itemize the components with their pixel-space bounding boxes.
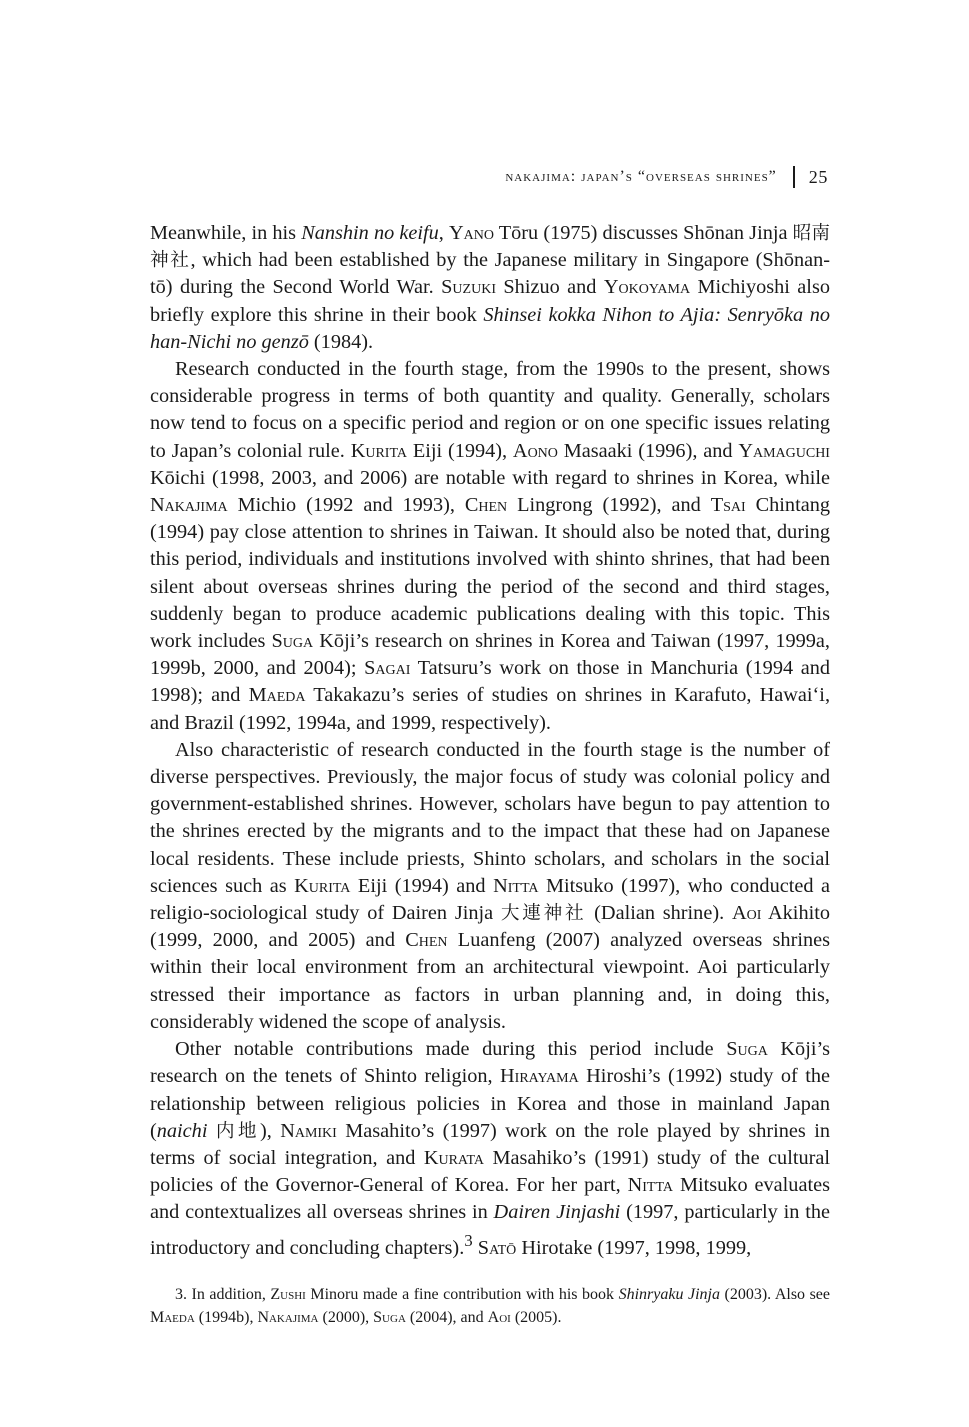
text-run: Masahiko’s (1991) study of the cultural policies of the Governor-General of Korea. For her part, <box>150 1146 830 1197</box>
text-run: Minoru made a fine contribution with his book <box>305 1286 619 1303</box>
italic-text: Shinryaku Jinja <box>618 1286 720 1303</box>
author-surname: Sagai <box>364 657 411 680</box>
text-run: Shizuo and <box>495 276 604 299</box>
author-surname: Nakajima <box>257 1308 319 1326</box>
paragraph-p2 <box>150 356 830 737</box>
text-run: , <box>438 222 450 244</box>
text-run: Masahito’s (1997) work on the role played by shrines in terms of social integration, and <box>150 1119 830 1169</box>
author-surname: Kurita <box>294 874 351 897</box>
running-head-title: nakajima: japan’s “overseas shrines” <box>505 168 777 185</box>
running-head <box>505 166 828 188</box>
author-surname: Kurita <box>350 439 408 462</box>
text-run: Mitsuko evaluates and contextualizes all overseas shrines in <box>150 1174 830 1224</box>
italic-text: Dairen Jinjashi <box>493 1201 621 1224</box>
author-surname: Nakajima <box>150 494 228 517</box>
italic-text: Shinsei kokka Nihon to Ajia: Senryōka no han-Nichi no genzō <box>150 303 830 353</box>
text-run: Masaaki (1996), and <box>557 439 739 462</box>
author-surname: Aono <box>512 439 558 462</box>
author-surname: Yano <box>449 222 494 244</box>
text-run: (2000), <box>318 1308 374 1326</box>
author-surname: Suga <box>271 630 314 653</box>
text-run: ), <box>259 1119 281 1142</box>
paragraph-p3 <box>150 737 830 1036</box>
author-surname: Aoi <box>487 1308 511 1326</box>
text-run: , which had been established by the Japanese military in Singapore (Shōnan-tō) during the Second World War. <box>150 249 831 299</box>
text-run <box>207 1120 215 1142</box>
text-run: Eiji (1994), <box>407 439 513 462</box>
author-surname: Satō <box>477 1236 517 1259</box>
text-run: (2003). Also see <box>719 1286 831 1303</box>
text-run: Eiji (1994) and <box>350 874 494 897</box>
text-run: Kōichi (1998, 2003, and 2006) are notable with regard to shrines in Korea, while <box>150 466 830 489</box>
text-run: (2004), and <box>405 1308 488 1326</box>
footnote-marker: 3 <box>464 1230 473 1250</box>
page-number: 25 <box>808 166 828 187</box>
paragraph-p1 <box>150 220 830 356</box>
italic-text: naichi <box>156 1119 208 1142</box>
text-run: Also characteristic of research conducted in the fourth stage is the number of diverse perspectives. Previously, the major focus of study was colonial policy and government-established shrines. However, scholars have begun to pay attention to the shrines erected by the migrants and to the impact that these had on Japanese local residents. These include priests, Shinto scholars, and scholars in the social sciences such as <box>150 738 830 897</box>
text-run: Chintang (1994) pay close attention to shrines in Taiwan. It should also be noted that, during this period, individuals and institutions involved with shinto shrines, that had been silent about overseas shrines during the period of the second and third stages, suddenly began to produce academic publications dealing with this topic. This work includes <box>150 494 830 653</box>
text-run: (1997, particularly in the introductory and concluding chapters). <box>150 1201 830 1259</box>
text-run: Tatsuru’s work on those in Manchuria (1994 and 1998); and <box>150 657 831 707</box>
text-run: Hirotake (1997, 1998, 1999, <box>516 1236 752 1259</box>
text-run: Michio (1992 and 1993), <box>227 494 465 517</box>
text-run: Luanfeng (2007) analyzed overseas shrines within their local environment from an architectural viewpoint. Aoi particularly stressed their importance as factors in urban planning and, in doing this, considerably widened the scope of analysis. <box>150 929 830 1033</box>
author-surname: Namiki <box>280 1119 337 1142</box>
author-surname: Chen <box>405 929 448 952</box>
author-surname: Chen <box>464 494 508 517</box>
author-surname: Aoi <box>731 902 762 925</box>
author-surname: Tsai <box>710 494 746 517</box>
text-run: Takakazu’s series of studies on shrines in Karafuto, Hawai‘i, and Brazil (1992, 1994a, and 1999, respectively). <box>150 684 831 734</box>
text-run: Meanwhile, in his <box>150 222 302 244</box>
japanese-characters: 昭南神社 <box>150 223 831 272</box>
text-run: Michiyoshi also briefly explore this shrine in their book <box>150 276 830 326</box>
text-run: Akihito (1999, 2000, and 2005) and <box>150 902 830 952</box>
author-surname: Hirayama <box>500 1065 579 1088</box>
author-surname: Kurata <box>423 1146 485 1169</box>
author-surname: Yamaguchi <box>738 439 830 462</box>
italic-text: Nanshin no keifu <box>301 222 439 244</box>
text-run: Other notable contributions made during this period include <box>175 1038 727 1061</box>
text-run: Kōji’s research on shrines in Korea and Taiwan (1997, 1999a, 1999b, 2000, and 2004); <box>150 630 830 680</box>
author-surname: Suzuki <box>441 276 496 299</box>
author-surname: Nitta <box>493 874 539 897</box>
author-surname: Suga <box>726 1038 768 1061</box>
text-run: (2005). <box>510 1308 562 1326</box>
author-surname: Nitta <box>627 1174 674 1197</box>
text-run: Lingrong (1992), and <box>507 494 711 517</box>
japanese-characters: 大連神社 <box>500 903 587 925</box>
author-surname: Zushi <box>270 1286 306 1303</box>
text-run: Hiroshi’s (1992) study of the relationship between religious policies in Korea and those in mainland Japan ( <box>150 1065 830 1142</box>
text-run: (Dalian shrine). <box>586 902 732 925</box>
author-surname: Yokoyama <box>603 276 691 299</box>
text-run: Mitsuko (1997), who conducted a religio-sociological study of Dairen Jinja <box>150 874 830 925</box>
text-run: Tōru (1975) discusses Shōnan Jinja <box>494 222 793 244</box>
author-surname: Suga <box>373 1308 406 1326</box>
author-surname: Maeda <box>248 684 306 707</box>
body-text <box>150 220 830 1261</box>
running-head-separator <box>793 166 795 188</box>
text-run: Kōji’s research on the tenets of Shinto religion, <box>150 1038 830 1088</box>
footnote <box>150 1284 830 1329</box>
text-run: 3. In addition, <box>175 1286 271 1303</box>
author-surname: Maeda <box>150 1308 195 1326</box>
japanese-characters: 内地 <box>215 1120 260 1142</box>
text-run: (1994b), <box>194 1308 258 1326</box>
text-run: (1984). <box>308 330 374 353</box>
text-run: Research conducted in the fourth stage, from the 1990s to the present, shows considerable progress in terms of both quantity and quality. Generally, scholars now tend to focus on a specific period and region or on one specific issues relating to Japan’s colonial rule. <box>150 358 830 462</box>
paragraph-p4 <box>150 1036 830 1261</box>
